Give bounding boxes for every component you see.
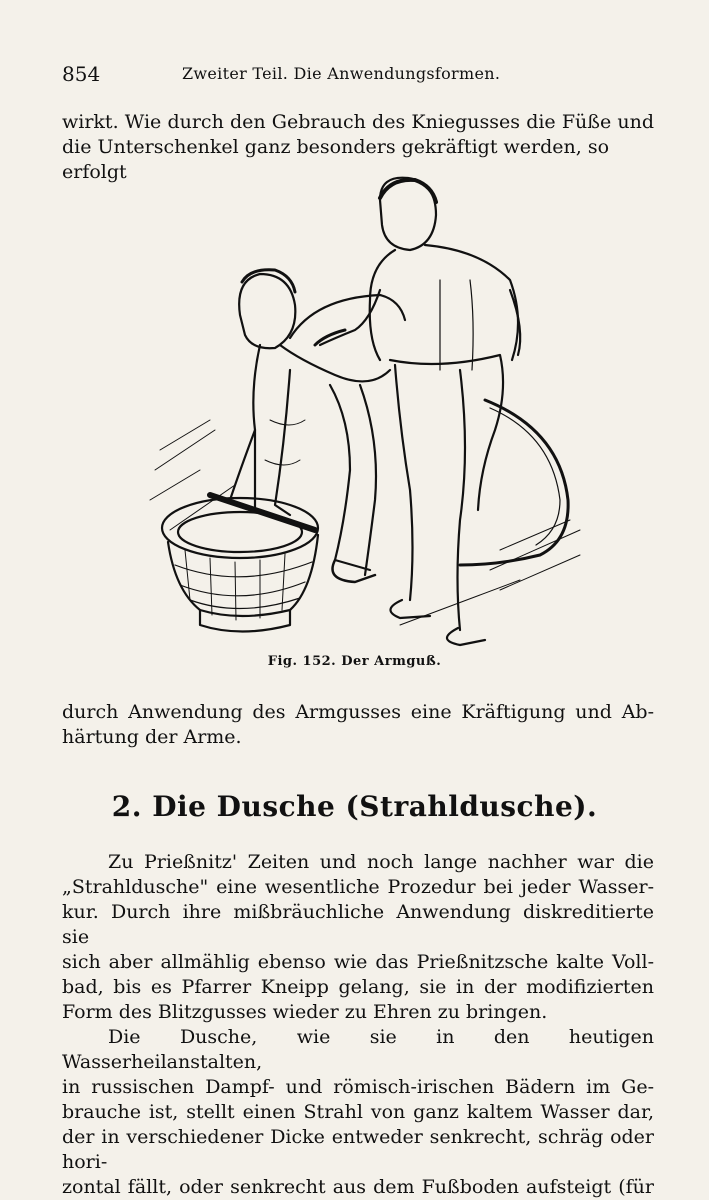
text-line: Form des Blitzgusses wieder zu Ehren zu bringen. [62, 1001, 548, 1023]
text-line: zontal fällt, oder senkrecht aus dem Fußboden aufsteigt (für [62, 1176, 654, 1198]
standing-man [315, 178, 520, 645]
section-body [62, 850, 654, 1200]
text-line: „Strahldusche" eine wesentliche Prozedur bei jeder Wasser- [62, 876, 654, 898]
text-line: brauche ist, stellt einen Strahl von ganz kaltem Wasser dar, [62, 1101, 654, 1123]
text-line: sich aber allmählig ebenso wie das Prießnitzsche kalte Voll- [62, 951, 654, 973]
text-line: die Unterschenkel ganz besonders gekräftigt werden, so erfolgt [62, 136, 610, 183]
text-line: Die Dusche, wie sie in den heutigen Wasserheilanstalten, [62, 1026, 654, 1073]
after-figure-text [62, 700, 654, 750]
text-line: durch Anwendung des Armgusses eine Kräftigung und Ab- [62, 701, 654, 723]
figure-caption: Fig. 152. Der Armguß. [267, 654, 442, 669]
hose [460, 400, 568, 565]
text-line: der in verschiedener Dicke entweder senkrecht, schräg oder hori- [62, 1126, 654, 1173]
section-heading: 2. Die Dusche (Strahldusche). [111, 790, 598, 823]
text-line: bad, bis es Pfarrer Kneipp gelang, sie in der modifizierten [62, 976, 654, 998]
page-header [62, 62, 662, 90]
text-line: härtung der Arme. [62, 726, 242, 748]
text-line: Zu Prießnitz' Zeiten und noch lange nachher war die [108, 851, 654, 873]
running-head: Zweiter Teil. Die Anwendungsformen. [182, 64, 501, 83]
basin [162, 495, 318, 632]
text-line: wirkt. Wie durch den Gebrauch des Kniegusses die Füße und [62, 111, 654, 133]
page-number: 854 [62, 62, 101, 86]
armguss-illustration [140, 170, 590, 660]
text-line: in russischen Dampf- und römisch-irischen Bädern im Ge- [62, 1076, 654, 1098]
text-line: kur. Durch ihre mißbräuchliche Anwendung diskreditierte sie [62, 901, 654, 948]
